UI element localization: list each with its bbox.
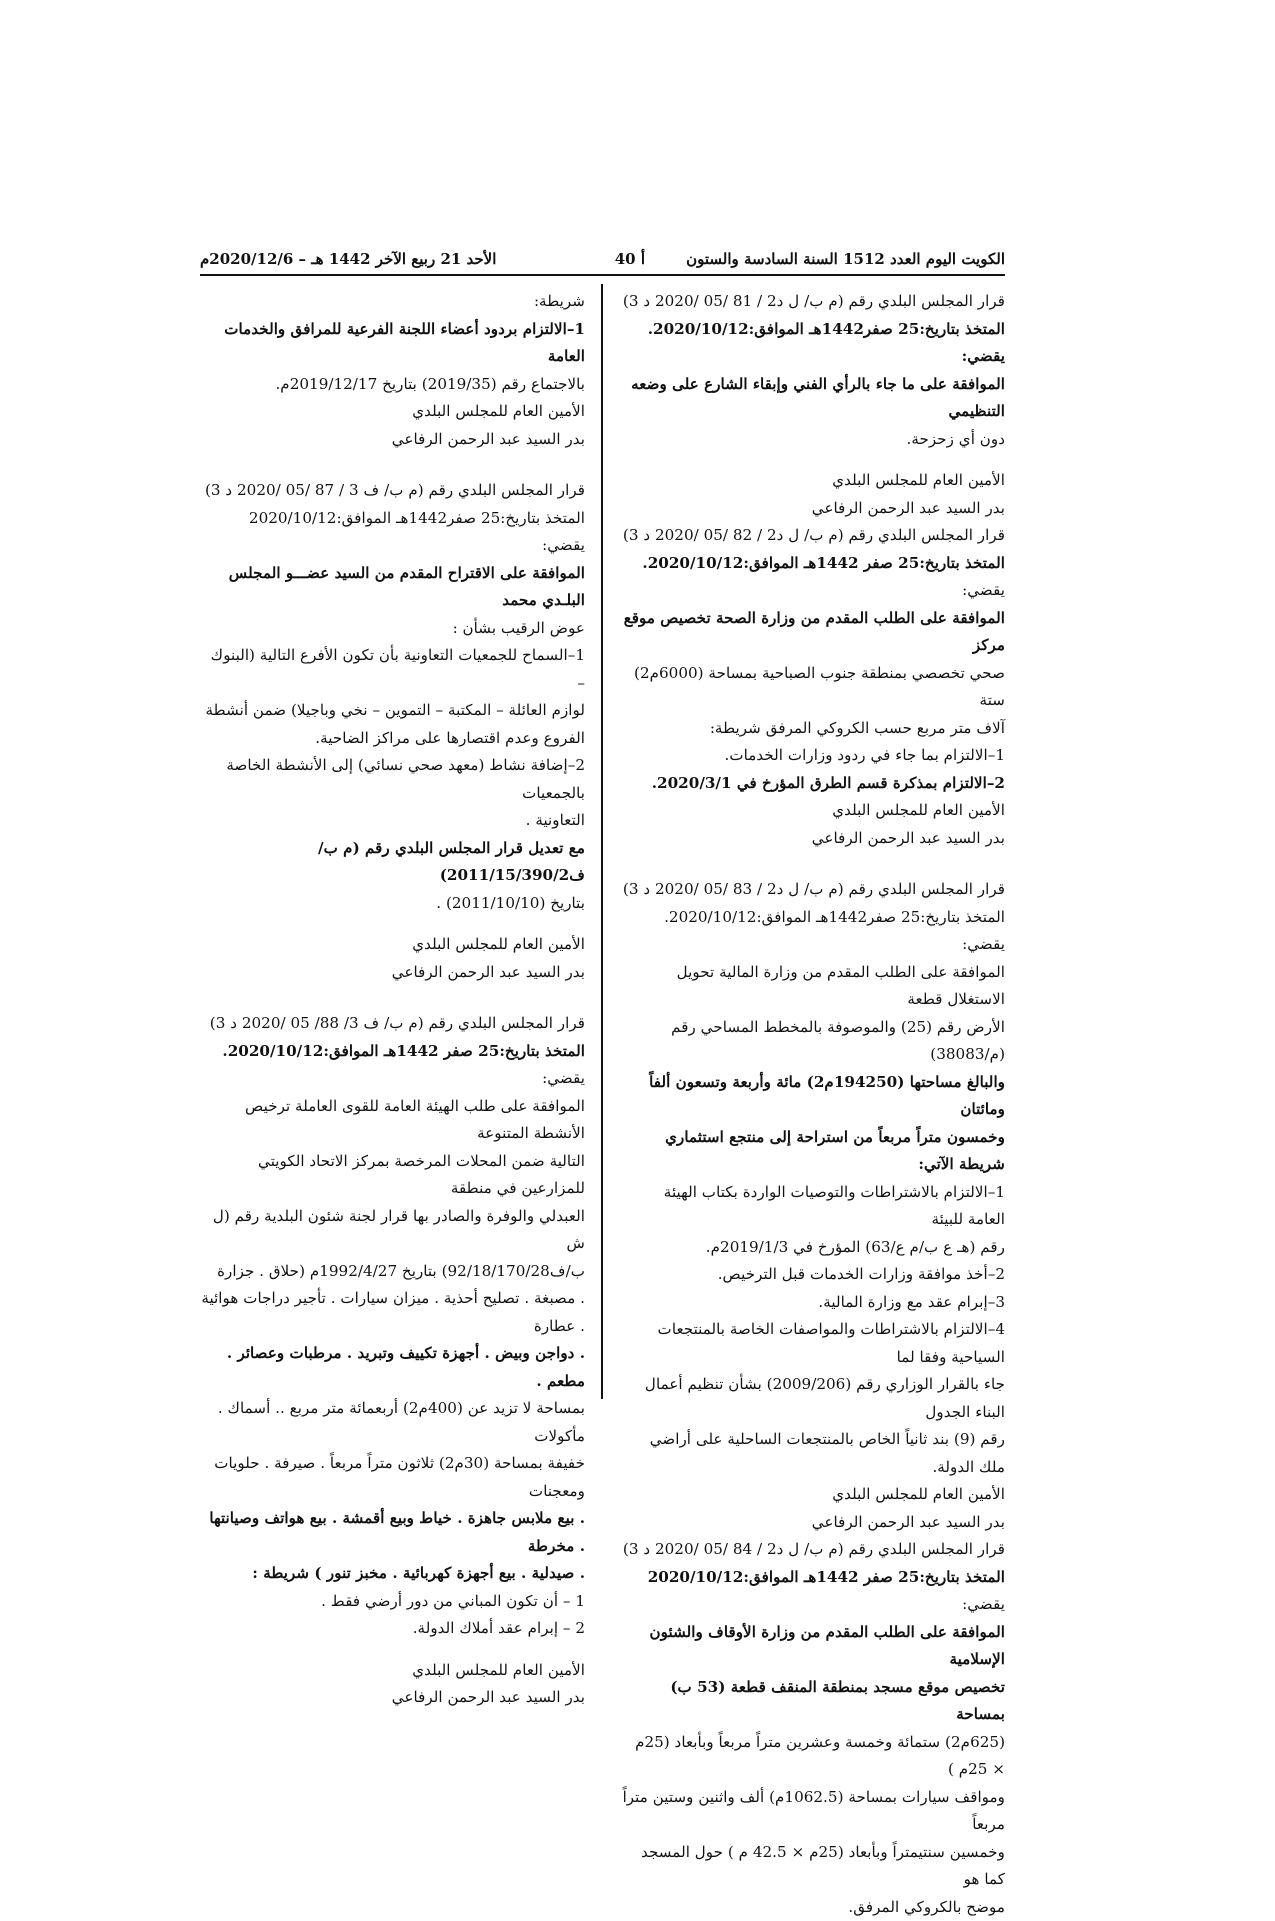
condition-item: 1–السماح للجمعيات التعاونية بأن تكون الأفرع التالية (البنوك – (200, 642, 585, 697)
decision-rules-label: يقضي: (622, 1591, 1005, 1619)
condition-item: بالاجتماع رقم (2019/35) بتاريخ 2019/12/17م. (200, 371, 585, 399)
decision-text: وخمسون متراً مربعاً من استراحة إلى منتجع استثماري شريطة الآتي: (622, 1124, 1005, 1179)
decision-text: صحي تخصصي بمنطقة جنوب الصباحية بمساحة (6000م2) ستة (622, 660, 1005, 715)
signature-name: بدر السيد عبد الرحمن الرفاعي (200, 959, 585, 987)
decision-text: الموافقة على الطلب المقدم من وزارة الصحة تخصيص موقع مركز (622, 605, 1005, 660)
decision-text: ب/ف92/18/170/28) بتاريخ 1992/4/27م (حلاق . جزارة (200, 1258, 585, 1286)
condition-item: رقم (9) بند ثانياً الخاص بالمنتجعات الساحلية على أراضي ملك الدولة. (622, 1426, 1005, 1481)
decision-rules-label: يقضي: (200, 532, 585, 560)
decision-title: قرار المجلس البلدي رقم (م ب/ ل د2 / 83 /05 /2020 د 3) (622, 876, 1005, 904)
decision-text: الموافقة على ما جاء بالرأي الفني وإبقاء الشارع على وضعه التنظيمي (622, 371, 1005, 426)
decision-text: . مصبغة . تصليح أحذية . ميزان سيارات . تأجير دراجات هوائية . عطارة (200, 1285, 585, 1340)
condition-item: 1–الالتزام بردود أعضاء اللجنة الفرعية للمرافق والخدمات العامة (200, 316, 585, 371)
decision-title: قرار المجلس البلدي رقم (م ب/ ل د2 / 84 /05 /2020 د 3) (622, 1536, 1005, 1564)
amendment-text: مع تعديل قرار المجلس البلدي رقم (م ب/ف2011/15/390/2) (200, 835, 585, 890)
right-column (622, 288, 1005, 1921)
decision-title: قرار المجلس البلدي رقم (م ب/ ف 3 / 87 /05 /2020 د 3) (200, 477, 585, 505)
condition-item: 1–الالتزام بما جاء في ردود وزارات الخدمات. (622, 742, 1005, 770)
decision-text: تخصيص موقع مسجد بمنطقة المنقف قطعة (53 ب) بمساحة (622, 1674, 1005, 1729)
signature-name: بدر السيد عبد الرحمن الرفاعي (622, 825, 1005, 853)
decision-date: المتخذ بتاريخ:25 صفر1442هـ الموافق:2020/10/12. (622, 316, 1005, 344)
decision-text: التالية ضمن المحلات المرخصة بمركز الاتحاد الكويتي للمزارعين في منطقة (200, 1148, 585, 1203)
decision-text: . صيدلية . بيع أجهزة كهربائية . مخبز تنور ) شريطة : (200, 1560, 585, 1588)
condition-item: 1 – أن تكون المباني من دور أرضي فقط . (200, 1588, 585, 1616)
signature-name: بدر السيد عبد الرحمن الرفاعي (200, 1684, 585, 1712)
condition-item: 3–إبرام عقد مع وزارة المالية. (622, 1289, 1005, 1317)
decision-text: . دواجن وبيض . أجهزة تكييف وتبريد . مرطبات وعصائر . مطعم . (200, 1340, 585, 1395)
decision-date: المتخذ بتاريخ:25 صفر 1442هـ الموافق:2020/10/12. (622, 550, 1005, 578)
decision-text: الموافقة على طلب الهيئة العامة للقوى العاملة ترخيص الأنشطة المتنوعة (200, 1093, 585, 1148)
header-page-number: أ 40 (615, 250, 645, 268)
header-date: الأحد 21 ربيع الآخر 1442 هـ – 2020/12/6م (200, 250, 496, 268)
decision-rules-label: يقضي: (622, 931, 1005, 959)
decision-rules-label: يقضي: (622, 577, 1005, 605)
decision-text: الموافقة على الطلب المقدم من وزارة المالية تحويل الاستغلال قطعة (622, 959, 1005, 1014)
decision-title: قرار المجلس البلدي رقم (م ب/ ل د2 / 82 /05 /2020 د 3) (622, 522, 1005, 550)
condition-item: 2 – إبرام عقد أملاك الدولة. (200, 1615, 585, 1643)
condition-item: رقم (هـ ع ب/م ع/63) المؤرخ في 2019/1/3م. (622, 1234, 1005, 1262)
signature-title: الأمين العام للمجلس البلدي (200, 1657, 585, 1685)
decision-rules-label: يقضي: (622, 343, 1005, 371)
column-divider (601, 284, 603, 1399)
page-header (200, 244, 1005, 276)
condition-item: جاء بالقرار الوزاري رقم (2009/206) بشأن تنظيم أعمال البناء الجدول (622, 1371, 1005, 1426)
condition-item: 2–الالتزام بمذكرة قسم الطرق المؤرخ في 2020/3/1. (622, 770, 1005, 798)
decision-text: موضح بالكروكي المرفق. (622, 1894, 1005, 1921)
signature-title: الأمين العام للمجلس البلدي (622, 467, 1005, 495)
decision-text: الأرض رقم (25) والموصوفة بالمخطط المساحي رقم (م/38083) (622, 1014, 1005, 1069)
decision-date: المتخذ بتاريخ:25 صفر1442هـ الموافق:2020/10/12 (200, 505, 585, 533)
decision-date: المتخذ بتاريخ:25 صفر1442هـ الموافق:2020/10/12. (622, 904, 1005, 932)
signature-title: الأمين العام للمجلس البلدي (200, 398, 585, 426)
decision-text: عوض الرقيب بشأن : (200, 615, 585, 643)
decision-text: خفيفة بمساحة (30م2) ثلاثون متراً مربعاً . صيرفة . حلويات ومعجنات (200, 1450, 585, 1505)
conditions-label: شريطة: (200, 288, 585, 316)
signature-name: بدر السيد عبد الرحمن الرفاعي (622, 1509, 1005, 1537)
signature-title: الأمين العام للمجلس البلدي (622, 1481, 1005, 1509)
decision-text: . بيع ملابس جاهزة . خياط وبيع أقمشة . بيع هواتف وصيانتها . مخرطة (200, 1505, 585, 1560)
signature-name: بدر السيد عبد الرحمن الرفاعي (200, 426, 585, 454)
decision-text: العبدلي والوفرة والصادر بها قرار لجنة شئون البلدية رقم (ل ش (200, 1203, 585, 1258)
decision-text: والبالغ مساحتها (194250م2) مائة وأربعة وتسعون ألفاً ومائتان (622, 1069, 1005, 1124)
condition-item: التعاونية . (200, 807, 585, 835)
decision-text: الموافقة على الاقتراح المقدم من السيد عضـــو المجلس البلـدي محمد (200, 560, 585, 615)
decision-text: آلاف متر مربع حسب الكروكي المرفق شريطة: (622, 715, 1005, 743)
condition-item: الفروع وعدم اقتصارها على مراكز الضاحية. (200, 725, 585, 753)
decision-text: الموافقة على الطلب المقدم من وزارة الأوقاف والشئون الإسلامية (622, 1619, 1005, 1674)
header-issue: الكويت اليوم العدد 1512 السنة السادسة والستون (686, 250, 1005, 268)
decision-date: المتخذ بتاريخ:25 صفر 1442هـ الموافق:2020/10/12. (200, 1038, 585, 1066)
decision-text: (625م2) ستمائة وخمسة وعشرين متراً مربعاً وبأبعاد (25م × 25م ) (622, 1729, 1005, 1784)
decision-date: المتخذ بتاريخ:25 صفر 1442هـ الموافق:2020/10/12 (622, 1564, 1005, 1592)
decision-title: قرار المجلس البلدي رقم (م ب/ ف 3/ 88/ 05 /2020 د 3) (200, 1010, 585, 1038)
decision-text: دون أي زحزحة. (622, 426, 1005, 454)
decision-text: ومواقف سيارات بمساحة (1062.5م) ألف واثنين وستين متراً مربعاً (622, 1784, 1005, 1839)
condition-item: 2–أخذ موافقة وزارات الخدمات قبل الترخيص. (622, 1261, 1005, 1289)
condition-item: 1–الالتزام بالاشتراطات والتوصيات الواردة بكتاب الهيئة العامة للبيئة (622, 1179, 1005, 1234)
signature-title: الأمين العام للمجلس البلدي (622, 797, 1005, 825)
condition-item: لوازم العائلة – المكتبة – التموين – نخي وباجيلا) ضمن أنشطة (200, 697, 585, 725)
decision-text: وخمسين سنتيمتراً وبأبعاد (25م × 42.5 م ) حول المسجد كما هو (622, 1839, 1005, 1894)
signature-title: الأمين العام للمجلس البلدي (200, 931, 585, 959)
condition-item: 2–إضافة نشاط (معهد صحي نسائي) إلى الأنشطة الخاصة بالجمعيات (200, 752, 585, 807)
decision-rules-label: يقضي: (200, 1065, 585, 1093)
signature-name: بدر السيد عبد الرحمن الرفاعي (622, 495, 1005, 523)
condition-item: 4–الالتزام بالاشتراطات والمواصفات الخاصة بالمنتجعات السياحية وفقا لما (622, 1316, 1005, 1371)
left-column (200, 288, 585, 1712)
decision-text: بمساحة لا تزيد عن (400م2) أربعمائة متر مربع .. أسماك . مأكولات (200, 1395, 585, 1450)
amendment-text: بتاريخ (2011/10/10) . (200, 890, 585, 918)
decision-title: قرار المجلس البلدي رقم (م ب/ ل د2 / 81 /05 /2020 د 3) (622, 288, 1005, 316)
